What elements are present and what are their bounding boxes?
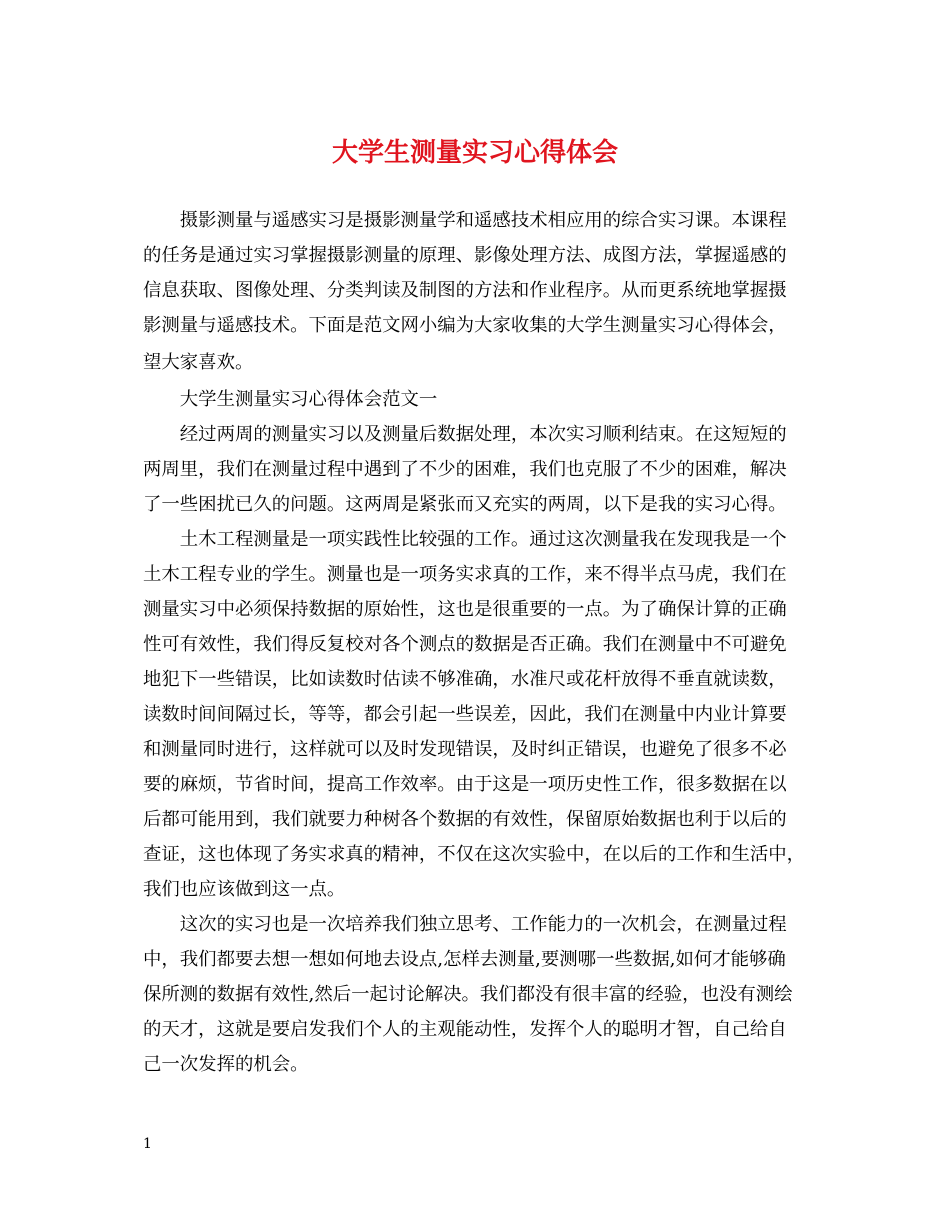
- subheading-line: 大学生测量实习心得体会范文一: [143, 389, 438, 410]
- text-line: 望大家喜欢。: [143, 352, 254, 373]
- page-number: 1: [143, 1136, 152, 1152]
- text-line: 地犯下一些错误，比如读数时估读不够准确，水准尺或花杆放得不垂直就读数，: [143, 669, 787, 690]
- text-line: 性可有效性，我们得反复校对各个测点的数据是否正确。我们在测量中不可避免: [143, 634, 787, 655]
- text-line: 土木工程专业的学生。测量也是一项务实求真的工作，来不得半点马虎，我们在: [143, 564, 787, 585]
- text-line: 中，我们都要去想一想如何地去设点,怎样去测量,要测哪一些数据,如何才能够确: [143, 949, 786, 970]
- text-line: 两周里，我们在测量过程中遇到了不少的困难，我们也克服了不少的困难，解决: [143, 459, 787, 480]
- text-line: 这次的实习也是一次培养我们独立思考、工作能力的一次机会，在测量过程: [143, 914, 787, 935]
- text-line: 信息获取、图像处理、分类判读及制图的方法和作业程序。从而更系统地掌握摄: [143, 280, 787, 301]
- text-line: 摄影测量与遥感实习是摄影测量学和遥感技术相应用的综合实习课。本课程: [143, 210, 787, 231]
- text-line: 保所测的数据有效性,然后一起讨论解决。我们都没有很丰富的经验，也没有测绘: [143, 984, 793, 1005]
- text-line: 要的麻烦，节省时间，提高工作效率。由于这是一项历史性工作，很多数据在以: [143, 774, 787, 795]
- text-line: 土木工程测量是一项实践性比较强的工作。通过这次测量我在发现我是一个: [143, 529, 787, 550]
- text-line: 我们也应该做到这一点。: [143, 879, 346, 900]
- text-line: 读数时间间隔过长，等等，都会引起一些误差，因此，我们在测量中内业计算要: [143, 704, 787, 725]
- text-line: 己一次发挥的机会。: [143, 1054, 309, 1075]
- text-line: 的天才，这就是要启发我们个人的主观能动性，发挥个人的聪明才智，自己给自: [143, 1019, 787, 1040]
- document-title: 大学生测量实习心得体会: [331, 138, 618, 168]
- text-line: 测量实习中必须保持数据的原始性，这也是很重要的一点。为了确保计算的正确: [143, 599, 787, 620]
- text-line: 经过两周的测量实习以及测量后数据处理，本次实习顺利结束。在这短短的: [143, 424, 787, 445]
- text-line: 的任务是通过实习掌握摄影测量的原理、影像处理方法、成图方法，掌握遥感的: [143, 245, 787, 266]
- text-line: 查证，这也体现了务实求真的精神，不仅在这次实验中，在以后的工作和生活中，: [143, 844, 806, 865]
- text-line: 了一些困扰已久的问题。这两周是紧张而又充实的两周，以下是我的实习心得。: [143, 494, 787, 515]
- text-line: 影测量与遥感技术。下面是范文网小编为大家收集的大学生测量实习心得体会，: [143, 315, 787, 336]
- text-line: 后都可能用到，我们就要力种树各个数据的有效性，保留原始数据也利于以后的: [143, 809, 787, 830]
- text-line: 和测量同时进行，这样就可以及时发现错误，及时纠正错误，也避免了很多不必: [143, 739, 787, 760]
